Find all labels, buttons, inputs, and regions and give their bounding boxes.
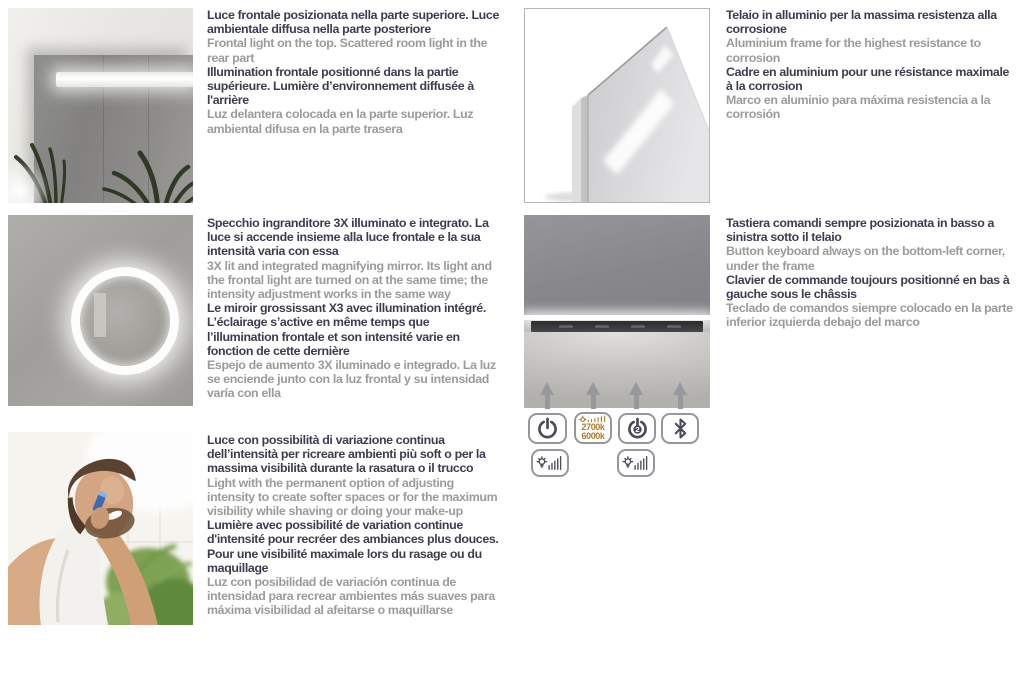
color-temperature-icon bbox=[574, 412, 612, 444]
text-italian: Specchio ingranditore 3X illuminato e integrato. La luce si accende insieme alla luce frontale e la sua intensità varia con essa bbox=[207, 216, 489, 259]
text-spanish: Luz delantera colocada en la parte superior. Luz ambiental difusa en la parte trasera bbox=[207, 107, 474, 136]
man-shaving-photo bbox=[8, 432, 193, 625]
mirror-bottom-edge bbox=[524, 215, 710, 317]
up-arrow-icon bbox=[673, 382, 687, 409]
up-arrow-icon bbox=[540, 382, 554, 409]
bluetooth-glyph bbox=[672, 417, 689, 440]
power-icon bbox=[528, 413, 567, 444]
keyboard-strip bbox=[531, 321, 703, 332]
man-shaving-illustration bbox=[8, 432, 193, 625]
text-spanish: Marco en aluminio para máxima resistencia a la corrosión bbox=[726, 93, 991, 122]
kelvin-cool-label: 6000k bbox=[581, 430, 605, 441]
text-french: Cadre en aluminium pour une résistance maximale à la corrosion bbox=[726, 64, 1010, 94]
svg-text:2: 2 bbox=[634, 425, 640, 435]
bulb-bars-glyph bbox=[536, 454, 564, 472]
text-italian: Luce frontale posizionata nella parte superiore. Luce ambientale diffusa nella parte posteriore bbox=[207, 8, 499, 37]
feature-text-button-keyboard bbox=[726, 216, 1013, 330]
aluminium-frame-render bbox=[524, 8, 710, 203]
text-spanish: Teclado de comandos siempre colocado en la parte inferior izquierda debajo del marco bbox=[726, 301, 1013, 330]
bulb-bars-glyph bbox=[622, 454, 650, 472]
text-french: Clavier de commande toujours positionné en bas à gauche sous le châssis bbox=[726, 272, 1010, 302]
text-italian: Telaio in alluminio per la massima resistenza alla corrosione bbox=[726, 8, 997, 37]
text-english: Frontal light on the top. Scattered room light in the rear part bbox=[207, 36, 488, 65]
power-2-icon bbox=[618, 413, 656, 444]
text-french: Illumination frontale positionné dans la partie supérieure. Lumière d’environnement diffusée à l'arrière bbox=[207, 64, 474, 108]
power-2-glyph bbox=[626, 417, 649, 440]
light-glow-line bbox=[524, 315, 710, 320]
power-glyph bbox=[536, 417, 559, 440]
light-dimmer-icon bbox=[531, 449, 569, 477]
up-arrow-icon bbox=[629, 382, 643, 409]
text-spanish: Luz con posibilidad de variación continua de intensidad para recrear ambientes más suaves para máxima visibilidad al afeitarse o maquillarse bbox=[207, 575, 495, 618]
up-arrow-icon bbox=[586, 382, 600, 409]
feature-text-magnifying-mirror bbox=[207, 216, 502, 401]
text-italian: Luce con possibilità di variazione continua dell’intensità per ricreare ambienti più soft o per la massima visibilità durante la rasatura o il trucco bbox=[207, 433, 486, 476]
feature-text-frontal-light bbox=[207, 8, 501, 136]
text-italian: Tastiera comandi sempre posizionata in basso a sinistra sotto il telaio bbox=[726, 216, 995, 245]
kelvin-warm-label: 2700k bbox=[581, 422, 605, 432]
text-english: Button keyboard always on the bottom-left corner, under the frame bbox=[726, 244, 1005, 273]
button-keyboard-photo bbox=[524, 215, 710, 408]
text-french: Le miroir grossissant X3 avec illumination intégré. L’éclairage s’active en même temps que l’illumination frontale et son intensité varie en fonction de cette dernière bbox=[207, 301, 486, 358]
lit-mirror-ring bbox=[71, 267, 179, 375]
text-spanish: Espejo de aumento 3X iluminado e integrado. La luz se enciende junto con la luz frontal y su intensidad varía con ella bbox=[207, 358, 496, 401]
text-english: 3X lit and integrated magnifying mirror. Its light and the frontal light are turned on at the same time; the intensity adjustment works in the same way bbox=[207, 258, 492, 302]
feature-text-light-intensity bbox=[207, 433, 501, 618]
bluetooth-icon bbox=[661, 413, 699, 444]
frontal-light-photo bbox=[8, 8, 193, 203]
frame-profile-illustration bbox=[525, 9, 709, 202]
led-strip bbox=[56, 72, 193, 87]
text-english: Aluminium frame for the highest resistance to corrosion bbox=[726, 36, 981, 65]
text-french: Lumière avec possibilité de variation continue d'intensité pour recréer des ambiances plus douces. Pour une visibilité maximale lors du rasage ou du maquillage bbox=[207, 518, 499, 575]
feature-text-aluminium-frame bbox=[726, 8, 1013, 122]
light-dimmer-icon bbox=[617, 449, 655, 477]
text-english: Light with the permanent option of adjusting intensity to create softer spaces or for the maximum visibility while shaving or doing your make-up bbox=[207, 475, 498, 519]
magnifying-mirror-photo bbox=[8, 215, 193, 406]
